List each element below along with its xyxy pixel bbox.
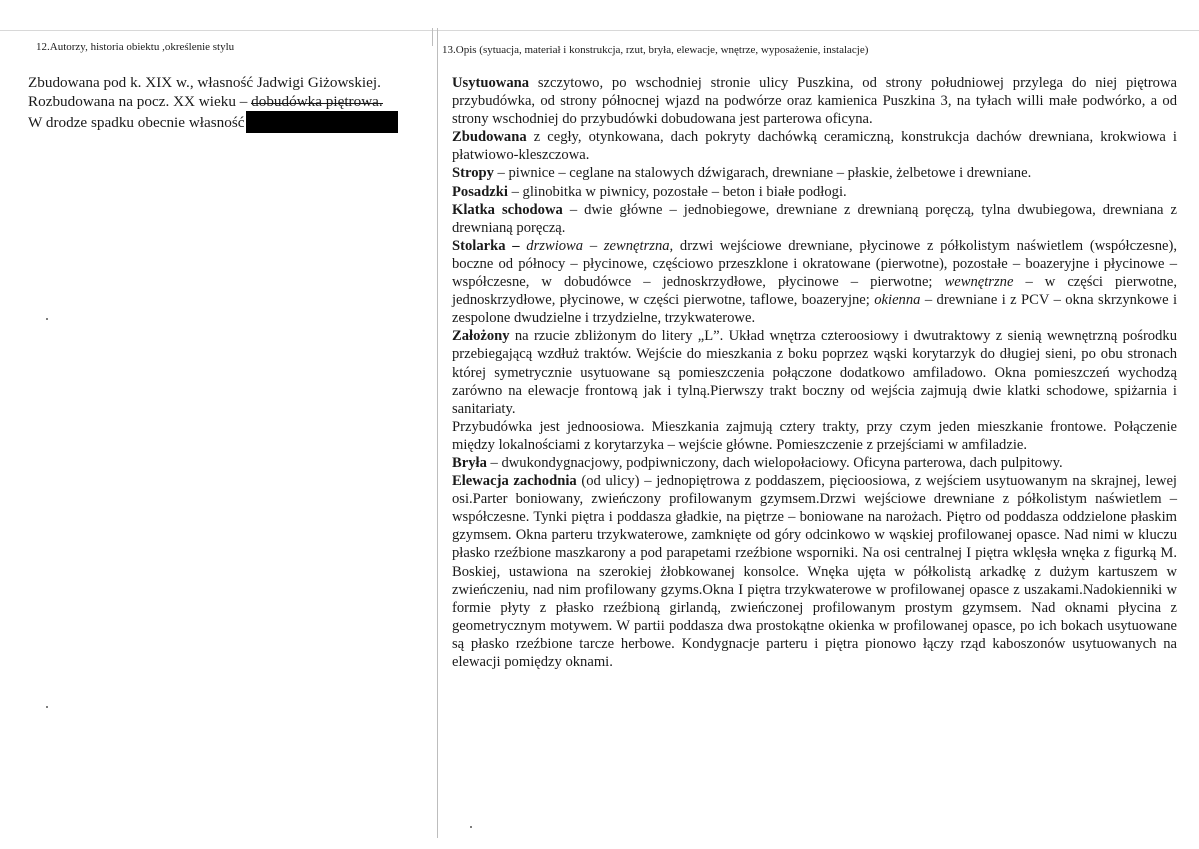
history-line-1: Zbudowana pod k. XIX w., własność Jadwigi Giżowskiej. — [28, 74, 381, 91]
redaction-box — [246, 111, 398, 133]
term-plan: Założony — [452, 328, 510, 345]
joinery-door: drzwiowa – zewnętrzna, — [519, 237, 674, 254]
text-west-elevation: (od ulicy) – jednopiętrowa z poddaszem, pięcioosiowa, z wejściem usytuowanym na skrajnej, lewej osi.Parter boniowany, zwieńczony profilowanym gzymsem.Drzwi wejściowe drewniane z półkolistym naświetlem – współczesne. Tynki piętra i poddasza gładkie, na piętrze – boniowane na narożach. Piętro od poddasza oddzielone płaskim gzymsem. Okna parteru trzykwaterowe, zamknięte od góry odcinkowo w wąskiej profilowanej opasce. Nad nimi w kluczu płasko rzeźbione maszkarony a pod parapetami rzeźbione wsporniki. Na osi centralnej I piętra wklęsła wnęka z figurką M. Boskiej, ustawiona na szerokiej żłobkowanej konsolce. Wnęka ujęta w półkolistą arkadkę z dużym kartuszem w zwieńczeniu, nad nim profilowany gzyms.Okna I piętra trzykwaterowe w profilowanej opasce z uszakami.Nadokienniki w formie płyty z płasko rzeźbioną girlandą, zwieńczonej profilowanym prostym gzymsem. Nad oknami płycina z geometrycznym motywem. W partii poddasza dwa prostokątne okienka w profilowanej opasce, po ich bokach usytuowane są płasko rzeźbione tarcze herbowe. Kondygnacje parteru i piętra pionowo łączy rząd kaboszonów usytuowanych na elewacji pomiędzy oknami. — [452, 473, 1177, 670]
term-joinery: Stolarka – — [452, 237, 520, 254]
description-column — [452, 74, 1177, 671]
text-construction: z cegły, otynkowana, dach pokryty dachówką ceramiczną, konstrukcja dachów drewniana, krokwiowa i płatwiowo-kleszczowa. — [452, 129, 1177, 164]
text-staircase: – dwie główne – jednobiegowe, drewniane z drewnianą poręczą, tylna dwubiegowa, drewniana z drewnianą poręczą. — [452, 201, 1178, 236]
text-annex: Przybudówka jest jednoosiowa. Mieszkania zajmują cztery trakty, przy czym jeden mieszkanie frontowe. Połączenie między lokalnościami z korytarzyka – wejście główne. Pomieszczenie z przejściami w amfiladzie. — [452, 418, 1177, 453]
text-location: szczytowo, po wschodniej stronie ulicy Puszkina, od strony południowej przylega do niej piętrowa przybudówka, od strony północnej wjazd na podwórze oraz kamienica Puszkina 3, na tyłach willi małe podwórko, a od strony wschodniej do przybudówki dobudowana jest parterowa oficyna. — [452, 75, 1177, 128]
term-location: Usytuowana — [452, 75, 530, 91]
scan-speck — [46, 706, 48, 708]
text-floors: – glinobitka w piwnicy, pozostałe – beton i białe podłogi. — [507, 183, 847, 200]
paragraph-location — [452, 74, 1177, 128]
history-line-2 — [28, 93, 432, 112]
term-ceilings: Stropy — [452, 165, 494, 182]
term-west-elevation: Elewacja zachodnia — [452, 473, 577, 490]
text-ceilings: – piwnice – ceglane na stalowych dźwigarach, drewniane – płaskie, żelbetowe i drewniane. — [493, 165, 1032, 182]
scan-speck — [46, 318, 48, 320]
paragraph-construction — [452, 128, 1177, 164]
term-staircase: Klatka schodowa — [452, 201, 563, 218]
paragraph-west-elevation — [452, 472, 1177, 671]
joinery-window: okienna — [869, 292, 921, 309]
history-line-2-struck: dobudówka piętrowa. — [251, 92, 383, 110]
joinery-window-text: – drewniane i z PCV – okna skrzynkowe i zespolone dwudzielne i trzydzielne, trzykwaterowe. — [452, 292, 1177, 327]
term-massing: Bryła — [452, 454, 487, 471]
joinery-internal-text: – w części pierwotne, jednoskrzydłowe, płycinowe, w części pierwotne, taflowe, boazeryjne; — [452, 274, 1177, 309]
term-floors: Posadzki — [452, 183, 508, 200]
top-rule — [0, 30, 1199, 31]
joinery-door-text: drzwi wejściowe drewniane, płycinowe z półkolistym naświetlem (współczesne), boczne od północy – płycinowe, częściowo przeszklone i okratowane (pierwotne), pozostałe – boazeryjne i płycinowe – współczesne, w dobudówce – jednoskrzydłowe, płycinowe – pierwotne; — [452, 237, 1177, 291]
term-construction: Zbudowana — [452, 129, 527, 146]
section-13-header: 13.Opis (sytuacja, materiał i konstrukcja, rzut, bryła, elewacje, wnętrze, wyposażenie, instalacje) — [442, 44, 869, 56]
divider-mark — [432, 28, 439, 46]
paragraph-floors — [452, 183, 1177, 201]
scan-speck — [470, 826, 472, 828]
section-12-header: 12.Autorzy, historia obiektu ,określenie stylu — [36, 41, 235, 53]
paragraph-plan — [452, 327, 1177, 417]
paragraph-staircase — [452, 201, 1177, 237]
paragraph-joinery — [452, 237, 1177, 327]
column-divider — [437, 28, 438, 838]
history-line-3-text: W drodze spadku obecnie własność — [28, 114, 245, 131]
text-plan: na rzucie zbliżonym do litery „L”. Układ wnętrza czteroosiowy i dwutraktowy z sienią wewnętrzną pośrodku przebiegającą wzdłuż traktów. Wejście do mieszkania z boku poprzez wąski korytarzyk do długiej sieni, po obu stronach której symetrycznie usytuowane są pomieszczenia połączone dodatkowo amfiladowo. Okna pomieszczeń wychodzą zarówno na elewacje frontową jak i tylną.Pierwszy trakt boczny od wejścia zajmują dwie klatki schodowe, spiżarnia i sanitariaty. — [452, 328, 1177, 417]
paragraph-annex — [452, 418, 1177, 454]
paragraph-massing — [452, 454, 1177, 472]
paragraph-ceilings — [452, 164, 1177, 182]
history-line-3 — [28, 111, 432, 133]
history-column — [28, 74, 432, 133]
joinery-internal: wewnętrzne — [932, 274, 1014, 291]
history-line-2-text: Rozbudowana na pocz. XX wieku – — [28, 92, 252, 110]
text-massing: – dwukondygnacjowy, podpiwniczony, dach wielopołaciowy. Oficyna parterowa, dach pulpitowy. — [486, 454, 1063, 471]
